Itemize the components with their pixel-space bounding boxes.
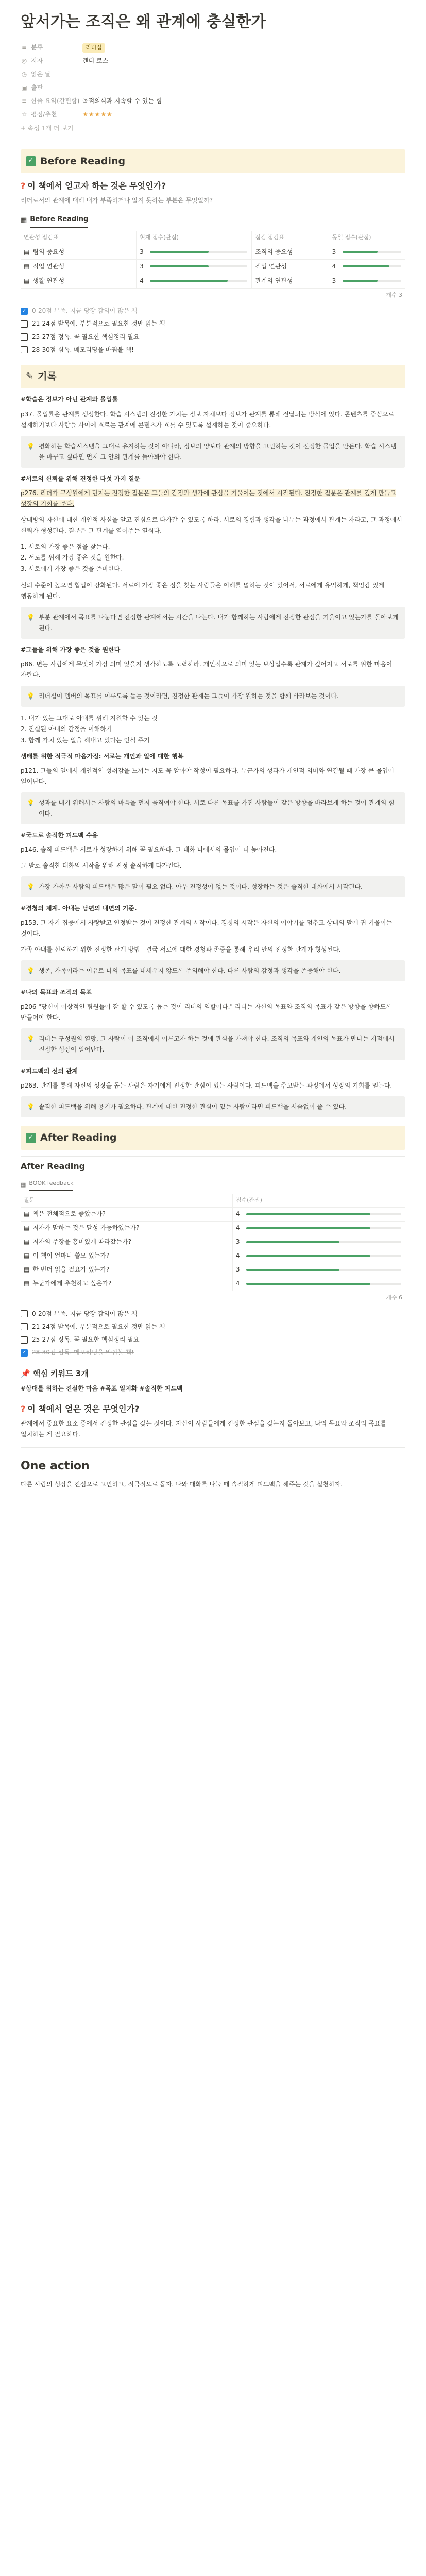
table-row[interactable]: ▤ 저자의 주장을 흥미있게 따라갔는가? 3 <box>21 1235 405 1249</box>
todo-item: 0-20점 부족. 지금 당장 감의이 많은 책 <box>21 1308 405 1320</box>
progress-fill <box>150 251 208 253</box>
excerpt: 신뢰 수준이 높으면 협업이 강화된다. 서로에 가장 좋은 점을 찾는 사람들은 이해를 넓히는 것이 있어서, 서로에게 유익하게, 책임감 있게 행동하게 된다. <box>21 581 385 600</box>
excerpt-highlight: p276. 리더가 구성원에게 던지는 진정한 질문은 그들의 감정과 생각에 관심을 기울이는 것에서 시작된다. 진정한 질문은 관계를 깊게 만들고 성장의 기회를 준다. <box>21 489 396 507</box>
property-author[interactable]: ◎ 저자 랜디 로스 <box>21 55 405 68</box>
clock-icon: ◷ <box>21 70 27 78</box>
column-header[interactable]: 점검 점검표 <box>255 234 284 241</box>
list-item: 2. 서로를 위해 가장 좋은 것을 원한다. <box>21 554 124 562</box>
topic-tag: 생태를 위한 적극적 마음가짐: 서로는 개인과 일에 대한 행복 <box>21 752 184 760</box>
table-row[interactable]: ▤ 생활 연관성 4 관계의 연관성 3 <box>21 274 405 289</box>
checkmark-icon: ✓ <box>26 1133 36 1143</box>
bulb-icon: 💡 <box>27 799 35 806</box>
progress-bar <box>246 1213 401 1215</box>
excerpt: p86. 변는 사람에게 무엇이 가장 의미 있을지 생각하도록 노력하라. 개인적으로 의미 있는 보상일수록 관계가 깊어지고 서로를 위한 마음이 자란다. <box>21 660 393 679</box>
topic-tag: #국도로 솔직한 피드백 수용 <box>21 831 98 839</box>
excerpt: p146. 솔직 피드백은 서로가 성장하기 위해 꼭 필요하다. 그 대화 나에서의 몰입이 더 높아진다. <box>21 845 277 853</box>
view-tab[interactable]: BOOK feedback <box>29 1179 73 1191</box>
callout: 💡 생존, 가족이라는 이유로 나의 목표를 내세우지 않도록 주의해야 한다. 다른 사람의 감정과 생각을 존중해야 한다. <box>21 960 405 981</box>
column-header[interactable]: 현재 점수(관점) <box>140 234 179 241</box>
rating-stars: ★★★★★ <box>82 110 113 118</box>
before-reading-heading: ✓ Before Reading <box>21 149 405 173</box>
todo-item: 21-24점 발목에. 부분적으로 필요한 것만 읽는 책 <box>21 317 405 330</box>
progress-bar <box>246 1241 401 1243</box>
callout: 💡 성과를 내기 위해서는 사람의 마음을 먼저 움직여야 한다. 서로 다른 목표를 가진 사람들이 같은 방향을 바라보게 하는 것이 관계의 힘이다. <box>21 792 405 824</box>
pin-icon: 📌 <box>21 1369 33 1379</box>
question-answer: 리더로서의 관계에 대해 내가 부족하거나 알지 못하는 부분은 무엇일까? <box>21 196 213 204</box>
property-category[interactable]: ≡ 분류 리더십 <box>21 41 405 55</box>
question-icon: ? <box>21 1403 26 1414</box>
takeaway-heading: ? 이 책에서 얻은 것은 무엇인가? <box>21 1403 140 1414</box>
progress-bar <box>246 1255 401 1257</box>
progress-bar <box>343 265 401 267</box>
excerpt: 상대방의 자신에 대한 개인적 사실을 알고 진심으로 다가갈 수 있도록 하라. 서로의 경험과 생각을 나누는 과정에서 관계는 자라고, 그 과정에서 신뢰가 형성된다. 질문은 그 관계를 열어주는 열쇠다. <box>21 516 402 534</box>
column-header[interactable]: 동일 점수(관점) <box>332 234 371 241</box>
topic-tag: #피드백의 선의 관계 <box>21 1067 78 1075</box>
topic-tag: #나의 목표와 조직의 목표 <box>21 989 92 996</box>
bulb-icon: 💡 <box>27 692 35 700</box>
one-action-heading: One action <box>21 1460 90 1473</box>
topic-tag: #경청의 체계. 아내는 남편의 내면의 기준. <box>21 904 137 912</box>
table-icon: ▦ <box>21 216 27 225</box>
topic-tag: #서로의 신뢰를 위해 진정한 다섯 가지 질문 <box>21 474 141 482</box>
bulb-icon: 💡 <box>27 1103 35 1111</box>
keywords-text: #상대를 위하는 진실한 마음 #목표 일치화 #솔직한 피드백 <box>21 1385 183 1393</box>
list-icon: ≡ <box>21 43 27 51</box>
checkbox[interactable]: ✓ <box>21 1349 28 1357</box>
progress-fill <box>150 265 208 267</box>
todo-item: ✓ 28-30점 심독. 메모리딩을 바꿔볼 책! <box>21 1346 405 1359</box>
checkbox[interactable] <box>21 1310 28 1317</box>
checkbox[interactable] <box>21 346 28 353</box>
pencil-icon: ✎ <box>26 370 34 382</box>
list-item: 3. 함께 가치 있는 일을 해내고 있다는 인식 주기 <box>21 736 150 744</box>
progress-bar <box>343 280 401 282</box>
database-title[interactable]: After Reading <box>21 1161 86 1171</box>
progress-fill <box>246 1227 370 1229</box>
progress-bar <box>150 251 247 253</box>
progress-bar <box>343 251 401 253</box>
bulb-icon: 💡 <box>27 1035 35 1043</box>
property-read-date[interactable]: ◷ 읽은 날 <box>21 68 405 81</box>
column-header[interactable]: 점수(관점) <box>235 1197 262 1204</box>
progress-bar <box>246 1283 401 1285</box>
doc-icon: ▤ <box>24 1238 30 1246</box>
table-row[interactable]: ▤ 이 책이 얼마나 쓸모 있는가? 4 <box>21 1249 405 1263</box>
bulb-icon: 💡 <box>27 613 35 621</box>
excerpt: p206 "당신이 이상적인 팀원들이 잘 할 수 있도록 돕는 것이 리더의 역할이다." 리더는 자신의 목표와 조직의 목표가 같은 방향을 향하도록 만들어야 한다. <box>21 1003 392 1022</box>
todo-item: 21-24점 발목에. 부분적으로 필요한 것만 읽는 책 <box>21 1320 405 1333</box>
checkmark-icon: ✓ <box>26 156 36 166</box>
takeaway-text: 관계에서 중요한 요소 중에서 진정한 관심을 갖는 것이다. 자신이 사람들에게 진정한 관심을 갖는지 돌아보고, 나의 목표와 조직의 목표를 일치하는 게 필요하다. <box>21 1420 387 1438</box>
progress-fill <box>343 280 378 282</box>
progress-bar <box>150 265 247 267</box>
square-icon: ▣ <box>21 83 27 91</box>
callout: 💡 평화하는 학습시스템을 그대로 유지하는 것이 아니라, 정보의 양보다 관계의 방향을 고민하는 것이 진정한 몰입을 만든다. 학습 시스템을 바꾸고 싶다면 먼저 그 안의 관계를 돌아봐야 한다. <box>21 436 405 468</box>
properties-panel <box>21 41 405 133</box>
property-rating[interactable]: ☆ 평점/추천 ★★★★★ <box>21 108 405 122</box>
checkbox[interactable] <box>21 320 28 328</box>
after-reading-database <box>21 1156 405 1304</box>
progress-bar <box>150 280 247 282</box>
property-summary[interactable]: ≡ 한줄 요약(간편함) 목적의식과 지속할 수 있는 힘 <box>21 95 405 108</box>
progress-fill <box>246 1241 339 1243</box>
table-row[interactable]: ▤ 누군가에게 추천하고 싶은가? 4 <box>21 1277 405 1291</box>
progress-fill <box>246 1255 370 1257</box>
table-header <box>21 1194 405 1208</box>
table-row[interactable]: ▤ 책은 전체적으로 좋았는가? 4 <box>21 1208 405 1222</box>
topic-tag: #학습은 정보가 아닌 관계와 몰입률 <box>21 396 118 403</box>
doc-icon: ▤ <box>24 248 30 256</box>
after-checklist <box>21 1308 405 1360</box>
progress-bar <box>246 1269 401 1271</box>
list-item: 2. 진실된 아내의 감정을 이해하기 <box>21 725 112 733</box>
progress-fill <box>246 1269 339 1271</box>
property-publisher[interactable]: ▣ 출판 <box>21 81 405 95</box>
doc-icon: ▤ <box>24 277 30 284</box>
bulb-icon: 💡 <box>27 442 35 450</box>
row-count: 개수 6 <box>386 1294 402 1301</box>
more-properties-link[interactable]: + 속성 1개 더 보기 <box>21 124 74 132</box>
keywords-heading: 📌 핵심 키워드 3개 <box>21 1369 89 1379</box>
doc-icon: ▤ <box>24 1266 30 1274</box>
excerpt: p153. 그 자기 집중에서 사랑받고 인정받는 것이 진정한 관계의 시작이다. 경청의 시작은 자신의 이야기를 멈추고 상대의 말에 귀 기울이는 것이다. <box>21 919 393 938</box>
table-row[interactable]: ▤ 직업 연관성 3 직업 연관성 4 <box>21 260 405 274</box>
callout: 💡 부분 관계에서 목표를 나눈다면 진정한 관계에서는 시간을 나눈다. 내가 함께하는 사람에게 진정한 관심을 기울이고 있는가를 돌아보게 된다. <box>21 607 405 639</box>
excerpt: 가족 아내를 신뢰하기 위한 진정한 관계 방법 - 결국 서로에 대한 경청과 존중을 통해 우리 안의 진정한 관계가 형성된다. <box>21 946 341 954</box>
table-row[interactable]: ▤ 저자가 말하는 것은 달성 가능하였는가? 4 <box>21 1222 405 1235</box>
callout: 💡 가장 가까운 사람의 피드백은 많은 말이 필요 없다. 아무 진정성이 없는 것이다. 성장하는 것은 솔직한 대화에서 시작된다. <box>21 876 405 897</box>
progress-fill <box>246 1213 370 1215</box>
progress-fill <box>246 1283 370 1285</box>
star-icon: ☆ <box>21 110 27 118</box>
topic-tag: #그들을 위해 가장 좋은 것을 원한다 <box>21 646 121 653</box>
checkbox[interactable]: ✓ <box>21 308 28 315</box>
divider <box>21 1447 405 1448</box>
doc-icon: ▤ <box>24 1210 30 1218</box>
after-reading-heading: ✓ After Reading <box>21 1126 405 1149</box>
before-checklist <box>21 304 405 357</box>
database-title[interactable]: Before Reading <box>30 214 88 228</box>
progress-fill <box>343 265 390 267</box>
text-icon: ≡ <box>21 97 27 105</box>
todo-item: 25-27점 정독. 꼭 필요한 핵심정리 필요 <box>21 1333 405 1346</box>
before-reading-database <box>21 211 405 301</box>
excerpt: p37. 몰입률은 관계를 생성한다. 학습 시스템의 진정한 가치는 정보 자체보다 정보가 관계를 통해 전달되는 방식에 있다. 콘텐츠를 중심으로 설계하기보다 사람들 사이에 흐르는 관계에 콘텐츠가 흐를 수 있도록 설계하는 것이 중요하다. <box>21 410 395 429</box>
excerpt: 그 말로 솔직한 대화의 시작을 위해 진정 솔직하게 다가간다. <box>21 861 182 869</box>
checkbox[interactable] <box>21 1336 28 1344</box>
callout: 💡 리더는 구성원의 열망, 그 사람이 이 조직에서 이루고자 하는 것에 관심을 가져야 한다. 조직의 목표와 개인의 목표가 만나는 지점에서 진정한 성장이 일어난다. <box>21 1028 405 1060</box>
person-icon: ◎ <box>21 57 27 64</box>
table-header <box>21 231 405 245</box>
row-count: 개수 3 <box>386 291 402 298</box>
page-title: 앞서가는 조직은 왜 관계에 충실한가 <box>21 13 266 31</box>
category-tag: 리더십 <box>82 43 105 53</box>
table-row[interactable]: ▤ 한 번더 읽을 필요가 있는가? 3 <box>21 1263 405 1277</box>
one-action-text: 다른 사람의 성장을 진심으로 고민하고, 적극적으로 돕자. 나와 대화를 나눌 때 솔직하게 피드백을 해주는 것을 실천하자. <box>21 1481 343 1488</box>
todo-item: 25-27점 정독. 꼭 필요한 핵심정리 필요 <box>21 331 405 344</box>
column-header[interactable]: 연관성 점검표 <box>24 234 59 241</box>
question-icon: ? <box>21 181 26 191</box>
checkbox[interactable] <box>21 333 28 341</box>
checkbox[interactable] <box>21 1323 28 1330</box>
bulb-icon: 💡 <box>27 883 35 890</box>
list-item: 1. 내가 있는 그대로 아내를 위해 지원할 수 있는 것 <box>21 714 158 722</box>
list-item: 1. 서로의 가장 좋은 점을 찾는다. <box>21 543 110 550</box>
excerpt: p121. 그들의 일에서 개인적인 성취감을 느끼는 지도 꼭 알아야 작성이 필요하다. 누군가의 성과가 개인적 의미와 연결될 때 가장 큰 몰입이 일어난다. <box>21 767 395 785</box>
doc-icon: ▤ <box>24 1252 30 1260</box>
numbered-list <box>21 713 405 747</box>
doc-icon: ▤ <box>24 262 30 270</box>
progress-fill <box>150 280 228 282</box>
table-row[interactable]: ▤ 팀의 중요성 3 조직의 중요성 3 <box>21 245 405 260</box>
bulb-icon: 💡 <box>27 967 35 975</box>
callout: 💡 리더십이 멤버의 목표를 이루도록 돕는 것이라면, 진정한 관계는 그들이 가장 원하는 것을 함께 바라보는 것이다. <box>21 686 405 707</box>
column-header[interactable]: 질문 <box>24 1197 35 1204</box>
record-heading: ✎ 기록 <box>21 365 405 388</box>
progress-fill <box>343 251 378 253</box>
table-icon: ▦ <box>21 1181 26 1188</box>
doc-icon: ▤ <box>24 1224 30 1232</box>
numbered-list <box>21 541 405 575</box>
list-item: 3. 서로에게 가장 좋은 것을 준비한다. <box>21 565 122 572</box>
doc-icon: ▤ <box>24 1280 30 1287</box>
todo-item: 28-30점 심독. 메모리딩을 바꿔볼 책! <box>21 344 405 357</box>
callout: 💡 솔직한 피드백을 위해 용기가 필요하다. 관계에 대한 진정한 관심이 있는 사람이라면 피드백을 서슴없이 줄 수 있다. <box>21 1096 405 1117</box>
question-heading: ? 이 책에서 얻고자 하는 것은 무엇인가? <box>21 181 166 191</box>
progress-bar <box>246 1227 401 1229</box>
todo-item: ✓ 0-20점 부족. 지금 당장 감의이 많은 책 <box>21 304 405 317</box>
excerpt: p263. 관계를 통해 자신의 성장을 돕는 사람은 자기에게 진정한 관심이 있는 사람이다. 피드백을 주고받는 과정에서 성장의 기회를 얻는다. <box>21 1082 393 1090</box>
